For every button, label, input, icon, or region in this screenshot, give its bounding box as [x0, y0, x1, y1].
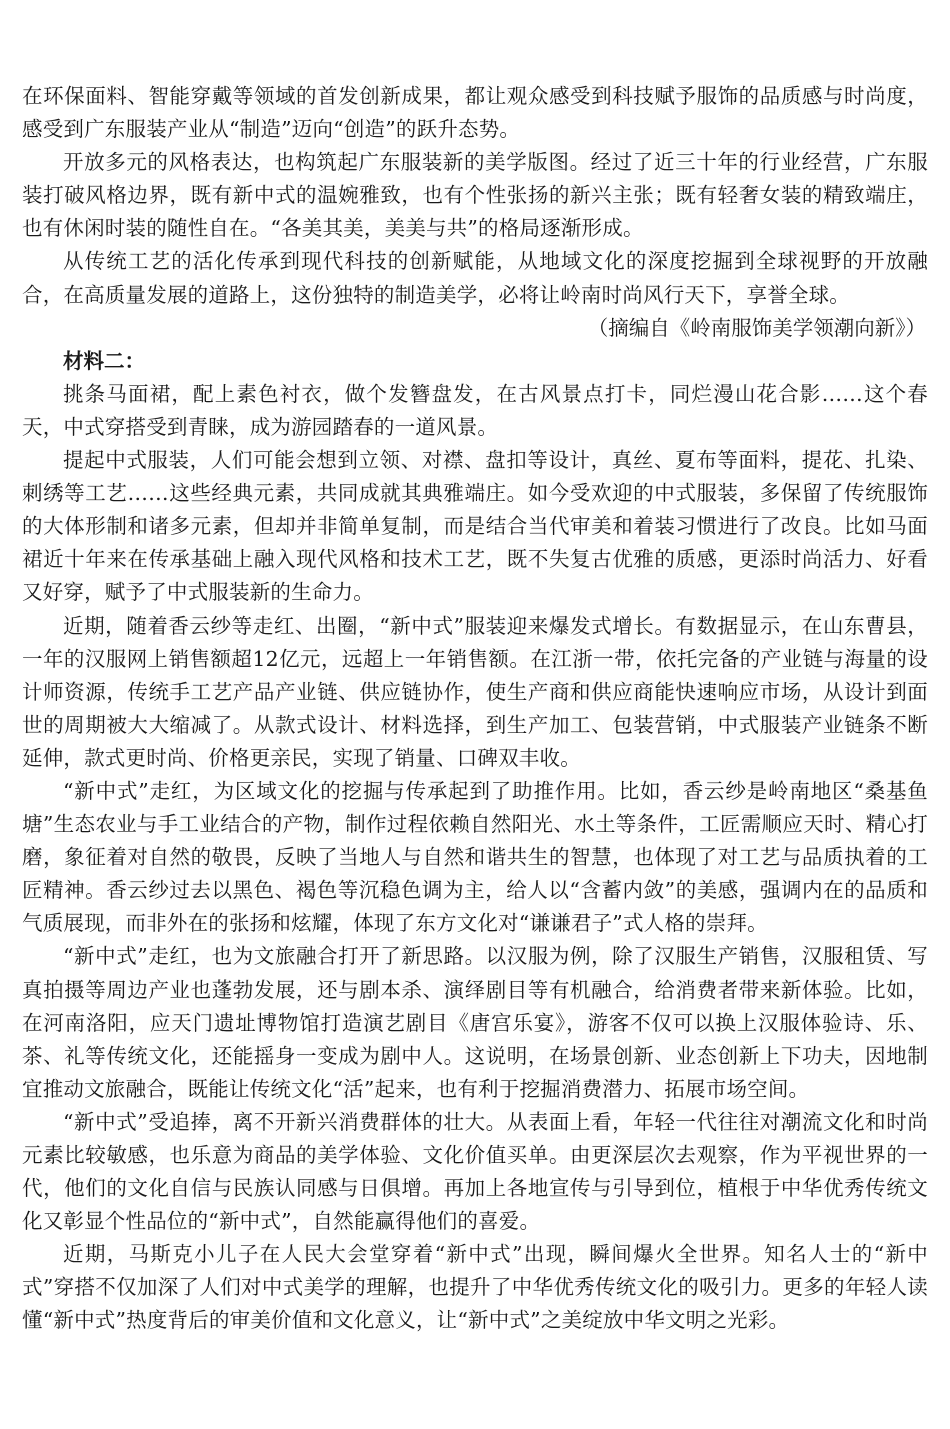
- section-heading: 材料二：: [63, 348, 145, 373]
- paragraph: 在环保面料、智能穿戴等领域的首发创新成果，都让观众感受到科技赋予服饰的品质感与时尚度，感受到广东服装产业从“制造”迈向“创造”的跃升态势。: [22, 84, 928, 142]
- paragraph: “新中式”受追捧，离不开新兴消费群体的壮大。从表面上看，年轻一代往往对潮流文化和时尚元素比较敏感，也乐意为商品的美学体验、文化价值买单。由更深层次去观察，作为平视世界的一代，他们的文化自信与民族认同感与日俱增。再加上各地宣传与引导到位，植根于中华优秀传统文化又彰显个性品位的“新中式”，自然能赢得他们的喜爱。: [22, 1109, 928, 1234]
- paragraph: 近期，马斯克小儿子在人民大会堂穿着“新中式”出现，瞬间爆火全世界。知名人士的“新中式”穿搭不仅加深了人们对中式美学的理解，也提升了中华优秀传统文化的吸引力。更多的年轻人读懂“新中式”热度背后的审美价值和文化意义，让“新中式”之美绽放中华文明之光彩。: [22, 1242, 928, 1333]
- paragraph: 开放多元的风格表达，也构筑起广东服装新的美学版图。经过了近三十年的行业经营，广东服装打破风格边界，既有新中式的温婉雅致，也有个性张扬的新兴主张；既有轻奢女装的精致端庄，也有休闲时装的随性自在。“各美其美，美美与共”的格局逐渐形成。: [22, 150, 928, 241]
- paragraph: 提起中式服装，人们可能会想到立领、对襟、盘扣等设计，真丝、夏布等面料，提花、扎染、刺绣等工艺……这些经典元素，共同成就其典雅端庄。如今受欢迎的中式服装，多保留了传统服饰的大体形制和诸多元素，但却并非简单复制，而是结合当代审美和着装习惯进行了改良。比如马面裙近十年来在传承基础上融入现代风格和技术工艺，既不失复古优雅的质感，更添时尚活力、好看又好穿，赋予了中式服装新的生命力。: [22, 448, 928, 605]
- source-citation: （摘编自《岭南服饰美学领潮向新》）: [587, 315, 926, 340]
- document-page: [22, 80, 928, 1338]
- paragraph: 从传统工艺的活化传承到现代科技的创新赋能，从地域文化的深度挖掘到全球视野的开放融合，在高质量发展的道路上，这份独特的制造美学，必将让岭南时尚风行天下，享誉全球。: [22, 249, 928, 307]
- paragraph: “新中式”走红，也为文旅融合打开了新思路。以汉服为例，除了汉服生产销售，汉服租赁、写真拍摄等周边产业也蓬勃发展，还与剧本杀、演绎剧目等有机融合，给消费者带来新体验。比如，在河南洛阳，应天门遗址博物馆打造演艺剧目《唐宫乐宴》，游客不仅可以换上汉服体验诗、乐、茶、礼等传统文化，还能摇身一变成为剧中人。这说明，在场景创新、业态创新上下功夫，因地制宜推动文旅融合，既能让传统文化“活”起来，也有利于挖掘消费潜力、拓展市场空间。: [22, 944, 928, 1101]
- paragraph: 挑条马面裙，配上素色衬衣，做个发簪盘发，在古风景点打卡，同烂漫山花合影……这个春天，中式穿搭受到青睐，成为游园踏春的一道风景。: [22, 381, 928, 439]
- paragraph: “新中式”走红，为区域文化的挖掘与传承起到了助推作用。比如，香云纱是岭南地区“桑基鱼塘”生态农业与手工业结合的产物，制作过程依赖自然阳光、水土等条件，工匠需顺应天时、精心打磨，象征着对自然的敬畏，反映了当地人与自然和谐共生的智慧，也体现了对工艺与品质执着的工匠精神。香云纱过去以黑色、褐色等沉稳色调为主，给人以“含蓄内敛”的美感，强调内在的品质和气质展现，而非外在的张扬和炫耀，体现了东方文化对“谦谦君子”式人格的崇拜。: [22, 778, 928, 936]
- paragraph: 近期，随着香云纱等走红、出圈，“新中式”服装迎来爆发式增长。有数据显示，在山东曹县，一年的汉服网上销售额超12亿元，远超上一年销售额。在江浙一带，依托完备的产业链与海量的设计师资源，传统手工艺产品产业链、供应链协作，使生产商和供应商能快速响应市场，从设计到面世的周期被大大缩减了。从款式设计、材料选择，到生产加工、包装营销，中式服装产业链条不断延伸，款式更时尚、价格更亲民，实现了销量、口碑双丰收。: [22, 613, 928, 770]
